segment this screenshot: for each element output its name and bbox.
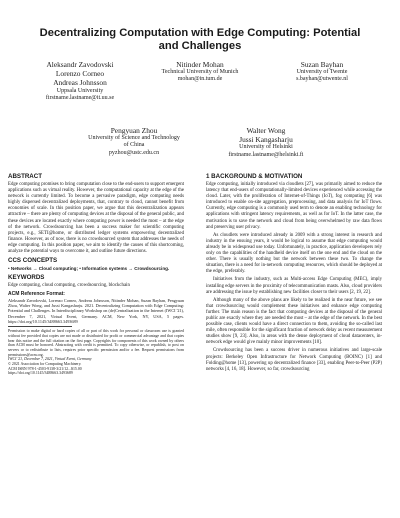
- author-affiliation: Uppsala University: [56, 87, 104, 94]
- author-email: s.bayhan@utwente.nl: [296, 76, 348, 83]
- author-email: mohan@in.tum.de: [177, 76, 223, 83]
- author-block: [204, 126, 328, 159]
- paragraph: Edge computing, initially introduced via cloudlets [27], was primarily aimed to reduce the latency that end-users of computationally-limited devices experienced while accessing the cloud. Later, with the proliferation of Internet-of-Things (IoT), fog computing [6] was introduced to enable on-site aggregation, preprocessing, and data analysis for IoT flows. Currently, edge computing is a commonly used term to denote an enabling technology for applications with stringent latency requirements, as well as for IoT. In the latter case, the motivation is to save the network and cloud from being overwhelmed by raw data flows and preserving user privacy.: [206, 182, 382, 230]
- paragraph: Initiatives from the industry, such as Multi-access Edge Computing (MEC), imply installing edge servers in the proximity of telecommunication masts. Also, cloud providers are addressing the issue by establishing new facilities closer to their users [2, 19, 22].: [206, 277, 382, 295]
- permission-notice: Permission to make digital or hard copies of all or part of this work for personal or classroom use is granted without fee provided that copies are not made or distributed for profit or commercial advantage and that copies bear this notice and the full citation on the first page. Copyrights for components of this work owned by others than ACM must be honored. Abstracting with credit is permitted. To copy otherwise, or republish, to post on servers or to redistribute to lists, requires prior specific permission and/or a fee. Request permissions from permissions@acm.org.: [8, 329, 184, 357]
- author-name: Pengyuan Zhou: [110, 126, 158, 135]
- acm-reference-heading: ACM Reference Format:: [8, 291, 65, 298]
- paragraph: As cloudlets were introduced already in 2009 with a strong interest in research and industry in the ensuing years, it would be logical to assume that edge computing would already be in widespread use today. Unfortunately, in practice, application developers rely only on the capabilities of the handheld device itself on the one end and the cloud on the other. There is usually nothing but the network between these two. To change the situation, there is a need for in-network computing resources, which should be deployed at the edge, preferably.: [206, 232, 382, 275]
- footnote-divider: [8, 326, 72, 327]
- author-email: pyzhou@ustc.edu.cn: [108, 149, 160, 156]
- abstract-heading: ABSTRACT: [8, 173, 43, 180]
- ccs-text: • Networks → Cloud computing; • Information systems → Crowdsourcing.: [8, 266, 170, 272]
- title-line: Decentralizing Computation with Edge Computing: Potential: [39, 27, 361, 39]
- author-name: Lorenzo Corneo: [55, 69, 105, 79]
- abstract-text: Edge computing promises to bring computation close to the end-users to support emergent applications such as virtual reality. However, the computational capacity at the edge of the network is currently limited. To become a pervasive paradigm, edge computing needs highly dispersed decentralized deployments, that, contrary to cloud, cannot benefit from economies of scale. In this position paper, we argue that this decentralization appears attractive – there are plenty of computing devices at the disposal of the general public, and these devices are located exactly where computing power is needed the most – at the edge of the network. Crowdsourcing has been a success maker for scientific computing projects, e.g., SETI@home, or distributed ledger systems empowering decentralized finance. However, as of now, there is no crowdsourced system that addresses the needs of edge computing. In this position paper, we aim to identify the causes of this shortcoming, analyze the potential ways to overcome it, and outline future directions.: [8, 182, 184, 255]
- author-name: Suzan Bayhan: [300, 60, 344, 69]
- copyright-line: © 2021 Association for Computing Machinery.: [8, 362, 82, 367]
- author-name: Nitinder Mohan: [176, 60, 224, 69]
- author-block: [72, 126, 196, 157]
- ccs-heading: CCS CONCEPTS: [8, 257, 58, 265]
- author-name: Jussi Kangasharju: [239, 135, 293, 145]
- author-affiliation: of China: [123, 142, 145, 149]
- section-heading: 1 BACKGROUND & MOTIVATION: [206, 173, 303, 180]
- author-affiliation: University of Helsinki: [239, 144, 293, 151]
- author-affiliation: University of Twente: [296, 69, 348, 76]
- author-block: [260, 60, 384, 84]
- left-column: [8, 172, 184, 376]
- keywords-text: Edge computing, cloud computing, crowdsourcing, blockchain: [8, 283, 130, 289]
- author-name: Aleksandr Zavodovski: [46, 60, 114, 69]
- author-affiliation: Technical University of Munich: [161, 69, 239, 76]
- doi-link[interactable]: https://doi.org/10.1145/3488663.3493689: [8, 371, 73, 376]
- author-email: firstname.lastname@it.uu.se: [45, 94, 115, 101]
- acm-reference-text: Aleksandr Zavodovski, Lorenzo Corneo, Andreas Johnsson, Nitinder Mohan, Suzan Bayhan, Pengyuan Zhou, Walter Wong, and Jussi Kangasharju. 2021. Decentralizing Computation with Edge Computing: Potential and Challenges. In Interdisciplinary Workshop on (de)Centralization in the Internet (IWCI '21), December 7, 2021, Virtual Event, Germany. ACM, New York, NY, USA, 5 pages. https://doi.org/10.1145/3488663.3493689: [8, 297, 184, 324]
- author-name: Andreas Johnsson: [53, 78, 107, 88]
- author-block: [18, 60, 142, 102]
- author-email: firstname.lastname@helsinki.fi: [228, 151, 304, 158]
- isbn-line: ACM ISBN 978-1-4503-9138-3/21/12...$15.00: [8, 366, 82, 371]
- right-column: [206, 172, 382, 375]
- author-affiliation: University of Science and Technology: [88, 135, 180, 142]
- author-block: [138, 60, 262, 84]
- paragraph: Crowdsourcing has been a success driver in numerous initiatives and large-scale projects: Berkeley Open Infrastructure for Network Computing (BOINC) [1] and Folding@home [13], powering up decentralized finance [33], enabling Peer-to-Peer (P2P) networks [4, 16, 18]. However, so far, crowdsourcing: [206, 348, 382, 372]
- venue-line: IWCI '21, December 7, 2021, Virtual Event, Germany: [8, 357, 92, 362]
- paragraph: Although many of the above plans are likely to be realized in the near future, we see that crowdsourcing would complement these initiatives and enhance edge computing further. The main reason is the fact that computing devices at the disposal of the general public are exactly where they are needed the most – at the edge of the network. In the best possible case, clients would have a direct connection to them, avoiding the so-called last mile, often responsible for the significant fraction of network delay as recent measurement studies show [9, 23]. Also, in areas with the dense deployment of cloud datacenters, in-network edge would give mainly minor improvements [10].: [206, 297, 382, 346]
- paper-title: [20, 27, 380, 53]
- title-line: and Challenges: [158, 40, 242, 52]
- author-name: Walter Wong: [246, 126, 286, 135]
- keywords-heading: KEYWORDS: [8, 274, 45, 282]
